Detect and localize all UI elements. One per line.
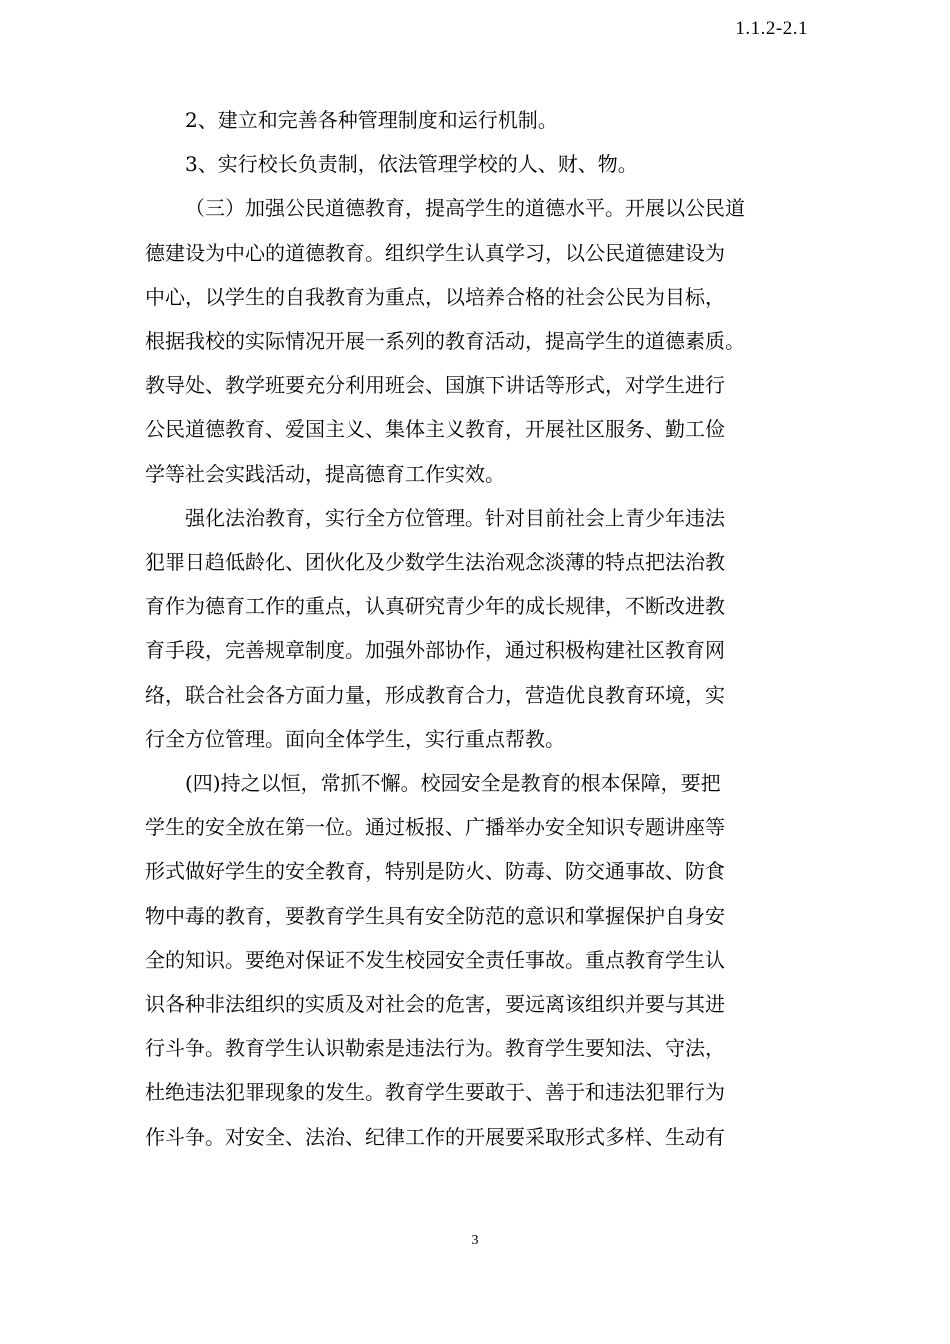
paragraph-item-2: 2、建立和完善各种管理制度和运行机制。 — [185, 108, 558, 132]
paragraph-section-3: （三）加强公民道德教育，提高学生的道德水平。开展以公民道 德建设为中心的道德教育。组织学生认真学习，以公民道德建设为 中心，以学生的自我教育为重点，以培养合格的社会公民为目标， 根据我校的实际情况开展一系列的教育活动，提高学生的道德素质。 教导处、教学班要充分利用班会、国旗下讲话等形式，对学生进行 公民道德教育、爱国主义、集体主义教育，开展社区服务、勤工俭 学等社会实践活动，提高德育工作实效。 — [145, 196, 745, 486]
document-code: 1.1.2-2.1 — [735, 18, 808, 39]
page-number: 3 — [471, 1233, 479, 1248]
paragraph-item-3: 3、实行校长负责制，依法管理学校的人、财、物。 — [185, 152, 638, 177]
paragraph-rule-of-law: 强化法治教育，实行全方位管理。针对目前社会上青少年违法 犯罪日趋低龄化、团伙化及少数学生法治观念淡薄的特点把法治教 育作为德育工作的重点，认真研究青少年的成长规律，不断改进教 育手段，完善规章制度。加强外部协作，通过积极构建社区教育网 络，联合社会各方面力量，形成教育合力，营造优良教育环境，实 行全方位管理。面向全体学生，实行重点帮教。 — [145, 505, 725, 751]
document-body — [145, 98, 805, 1159]
paragraph-section-4: (四)持之以恒，常抓不懈。校园安全是教育的根本保障，要把 学生的安全放在第一位。通过板报、广播举办安全知识专题讲座等 形式做好学生的安全教育，特别是防火、防毒、防交通事故、防食 物中毒的教育，要教育学生具有安全防范的意识和掌握保护自身安 全的知识。要绝对保证不发生校园安全责任事故。重点教育学生认 识各种非法组织的实质及对社会的危害，要远离该组织并要与其进 行斗争。教育学生认识勒索是违法行为。教育学生要知法、守法， 杜绝违法犯罪现象的发生。教育学生要敢于、善于和违法犯罪行为 作斗争。对安全、法治、纪律工作的开展要采取形式多样、生动有 — [145, 771, 725, 1149]
